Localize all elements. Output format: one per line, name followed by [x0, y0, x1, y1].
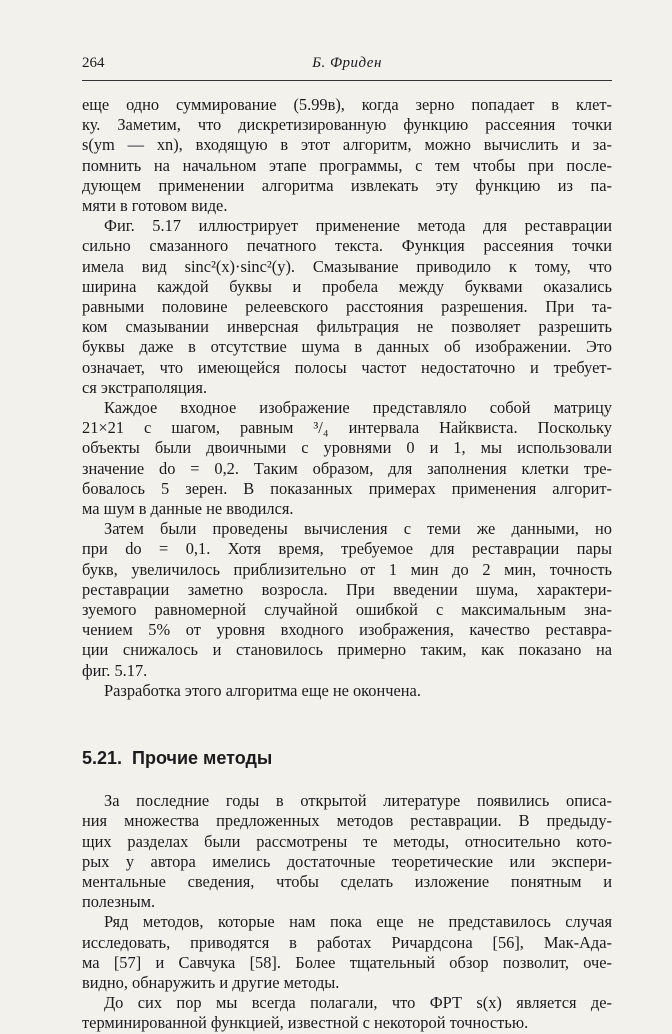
- text-line: видно, обнаружить и другие методы.: [82, 972, 340, 992]
- text-line: ширина каждой буквы и пробела между буквами оказались: [82, 276, 612, 296]
- paragraph: [82, 681, 612, 701]
- text-line: объекты были двоичными с уровнями 0 и 1, мы использовали: [82, 438, 612, 458]
- text-line: сильно смазанного печатного текста. Функция рассеяния точки: [82, 236, 612, 256]
- text-line: ком смазывании инверсная фильтрация не позволяет разрешить: [82, 317, 612, 337]
- text-line: Затем были проведены вычисления с теми же данными, но: [104, 519, 612, 539]
- text-line: Фиг. 5.17 иллюстрирует применение метода для реставрации: [104, 216, 612, 236]
- text-line: еще одно суммирование (5.99в), когда зерно попадает в клет-: [82, 95, 612, 114]
- text-line: 21×21 с шагом, равным ³/₄ интервала Найквиста. Поскольку: [82, 418, 612, 438]
- text-line: исследовать, приводятся в работах Ричардсона [56], Мак-Ада-: [82, 932, 612, 952]
- page-number: 264: [82, 55, 105, 71]
- text-line: чением 5% от уровня входного изображения, качество реставра-: [82, 620, 612, 640]
- text-line: Ряд методов, которые нам пока еще не представилось случая: [104, 912, 612, 932]
- section-heading: [82, 747, 612, 769]
- paragraph: [82, 912, 612, 993]
- text-line: ментальные сведения, чтобы сделать изложение понятным и: [82, 871, 612, 891]
- text-line: терминированной функцией, известной с некоторой точностью.: [82, 1013, 529, 1033]
- text-before-section: [82, 95, 612, 701]
- text-line: фиг. 5.17.: [82, 660, 148, 680]
- text-line: бовалось 5 зерен. В показанных примерах применения алгорит-: [82, 478, 612, 498]
- text-line: ции снижалось и становилось примерно таким, как показано на: [82, 640, 612, 660]
- paragraph: [82, 95, 612, 216]
- running-title: Б. Фриден: [312, 55, 382, 71]
- text-line: означает, что имеющейся полосы частот недостаточно и требует-: [82, 357, 612, 377]
- text-line: имела вид sinc²(x)·sinc²(y). Смазывание приводило к тому, что: [82, 256, 612, 276]
- text-line: ма [57] и Савчука [58]. Более тщательный обзор позволит, оче-: [82, 952, 612, 972]
- paragraph: [82, 791, 612, 912]
- text-line: буквы даже в отсутствие шума в данных об изображении. Это: [82, 337, 612, 357]
- header-rule: [82, 80, 612, 81]
- text-line: реставрации заметно возросла. При введении шума, характери-: [82, 579, 612, 599]
- text-line: мяти в готовом виде.: [82, 196, 228, 216]
- section-title: Прочие методы: [132, 748, 273, 769]
- paragraph: [82, 993, 612, 1033]
- text-line: ния множества предложенных методов реставрации. В предыду-: [82, 811, 612, 831]
- paragraph: [82, 398, 612, 519]
- text-line: помнить на начальном этапе программы, с тем чтобы при после-: [82, 155, 612, 175]
- text-line: букв, увеличилось приблизительно от 1 мин до 2 мин, точность: [82, 559, 612, 579]
- text-line: равными половине релеевского расстояния разрешения. При та-: [82, 297, 612, 317]
- text-line: значение do = 0,2. Таким образом, для заполнения клетки тре-: [82, 458, 612, 478]
- paragraph: [82, 216, 612, 398]
- text-line: За последние годы в открытой литературе появились описа-: [104, 791, 612, 811]
- text-line: щих разделах были рассмотрены те методы, относительно кото-: [82, 831, 612, 851]
- text-line: рых у автора имелись достаточные теоретические или экспери-: [82, 851, 612, 871]
- text-line: Разработка этого алгоритма еще не окончена.: [104, 680, 421, 700]
- text-line: зуемого равномерной случайной ошибкой с максимальным зна-: [82, 600, 612, 620]
- text-line: s(ym — xn), входящую в этот алгоритм, можно вычислить и за-: [82, 135, 612, 155]
- text-line: До сих пор мы всегда полагали, что ФРТ s(x) является де-: [104, 993, 612, 1013]
- text-line: при do = 0,1. Хотя время, требуемое для реставрации пары: [82, 539, 612, 559]
- section-spacing: [82, 701, 612, 747]
- text-line: Каждое входное изображение представляло собой матрицу: [104, 398, 612, 418]
- text-line: дующем применении алгоритма извлекать эту функцию из па-: [82, 175, 612, 195]
- page-header: [82, 55, 612, 77]
- paragraph: [82, 519, 612, 681]
- text-line: полезным.: [82, 892, 156, 912]
- text-line: ся экстраполяция.: [82, 377, 208, 397]
- body-text: [82, 95, 612, 1034]
- section-number: 5.21.: [82, 748, 123, 769]
- text-line: ку. Заметим, что дискретизированную функцию рассеяния точки: [82, 115, 612, 135]
- text-after-section: [82, 791, 612, 1033]
- text-line: ма шум в данные не вводился.: [82, 499, 294, 519]
